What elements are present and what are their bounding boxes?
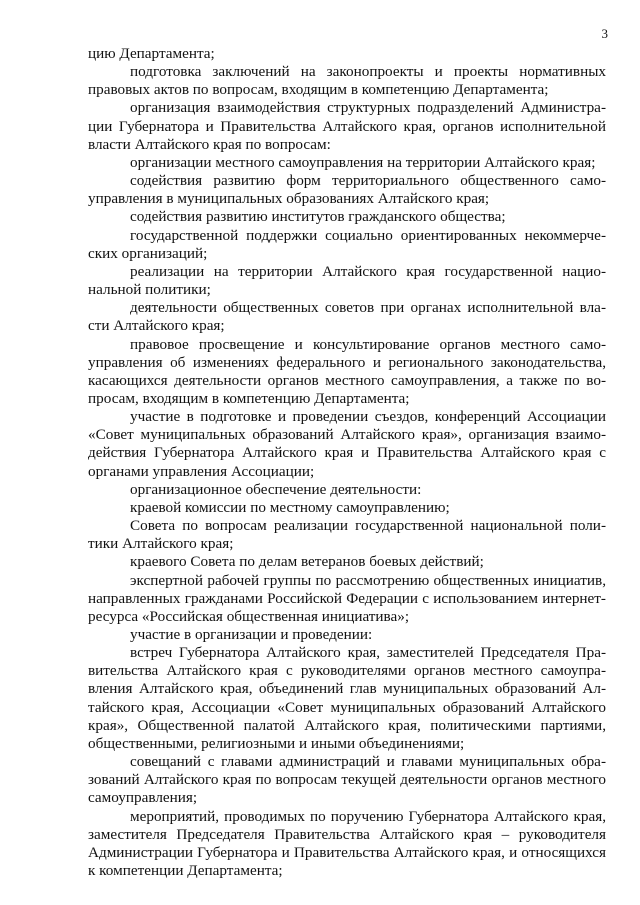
paragraph: мероприятий, проводимых по поручению Губернатора Алтайского края, заместителя Председателя Правительства Алтайского края – руководителя Администрации Губернатора и Правительства Алтайского края, и относящихся к компетенции Департамента; — [88, 807, 606, 880]
document-body — [88, 45, 606, 880]
paragraph: правовое просвещение и консультирование органов местного самоуправления об изменениях федерального и регионального законодательства, касающихся деятельности органов местного самоуправления, а также по вопросам, входящим в компетенцию Департамента; — [88, 335, 606, 407]
paragraph: совещаний с главами администраций и главами муниципальных образований Алтайского края по вопросам текущей деятельности органов местного самоуправления; — [88, 753, 606, 807]
paragraph: краевой комиссии по местному самоуправлению; — [130, 498, 450, 516]
paragraph: Совета по вопросам реализации государственной национальной политики Алтайского края; — [88, 517, 606, 553]
paragraph: встреч Губернатора Алтайского края, заместителей Председателя Правительства Алтайского края с руководителями органов местного самоуправления Алтайского края, объединений глав муниципальных образований Алтайского края, Ассоциации «Совет муниципальных образований Алтайского края», Общественной палатой Алтайского края, политическими партиями, общественными, религиозными и иными объединениями; — [88, 644, 606, 752]
paragraph: участие в организации и проведении: — [130, 626, 373, 643]
paragraph: участие в подготовке и проведении съездов, конференций Ассоциации «Совет муниципальных образований Алтайского края», организация взаимодействия Губернатора Алтайского края и Правительства Алтайского края с органами управления Ассоциации; — [88, 408, 606, 480]
paragraph: экспертной рабочей группы по рассмотрению общественных инициатив, направленных гражданами Российской Федерации с использованием интернет-ресурса «Российская общественная инициатива»; — [88, 571, 606, 625]
paragraph: подготовка заключений на законопроекты и проекты нормативных правовых актов по вопросам, входящим в компетенцию Департамента; — [88, 63, 606, 99]
paragraph: организация взаимодействия структурных подразделений Администрации Губернатора и Правительства Алтайского края, органов исполнительной власти Алтайского края по вопросам: — [88, 99, 606, 153]
paragraph: цию Департамента; — [88, 45, 215, 62]
paragraph: организации местного самоуправления на территории Алтайского края; — [130, 153, 596, 171]
paragraph: государственной поддержки социально ориентированных некоммерческих организаций; — [88, 226, 606, 262]
paragraph: краевого Совета по делам ветеранов боевых действий; — [130, 553, 484, 571]
paragraph: деятельности общественных советов при органах исполнительной власти Алтайского края; — [88, 299, 606, 335]
paragraph: реализации на территории Алтайского края государственной национальной политики; — [88, 262, 606, 299]
paragraph: содействия развитию форм территориального общественного самоуправления в муниципальных образованиях Алтайского края; — [88, 172, 606, 208]
page-number: 3 — [601, 26, 608, 41]
paragraph: содействия развитию институтов гражданского общества; — [130, 208, 506, 226]
paragraph: организационное обеспечение деятельности: — [130, 480, 422, 498]
